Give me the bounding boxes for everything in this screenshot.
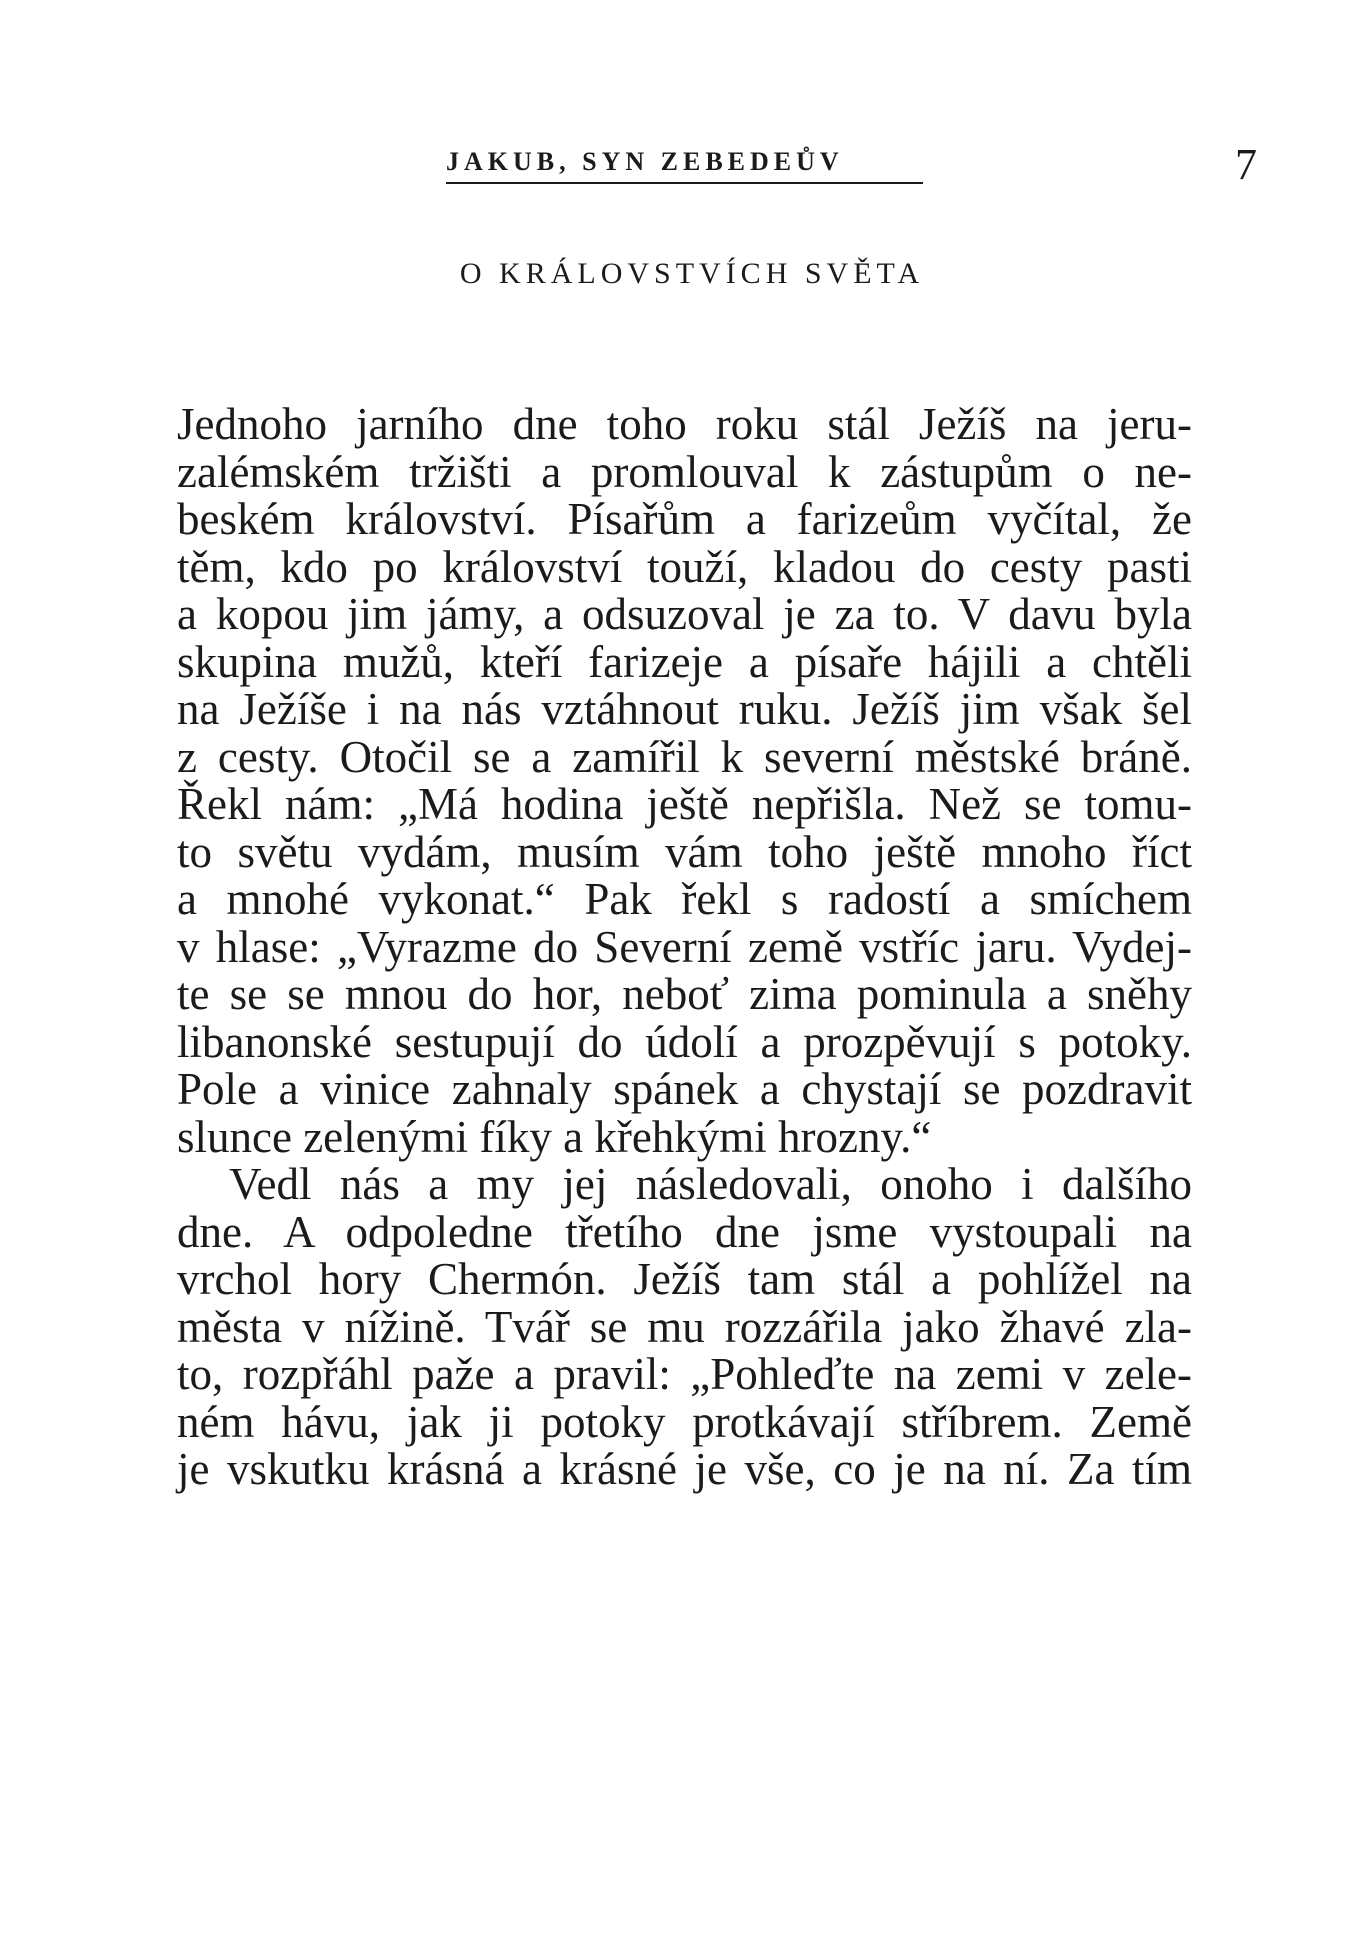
text-line: vrchol hory Chermón. Ježíš tam stál a pohlížel na bbox=[177, 1254, 1192, 1304]
text-line: Řekl nám: „Má hodina ještě nepřišla. Než se tomu- bbox=[177, 779, 1192, 829]
text-line: těm, kdo po království touží, kladou do cesty pasti bbox=[177, 541, 1192, 592]
text-line: to, rozpřáhl paže a pravil: „Pohleďte na zemi v zele- bbox=[177, 1349, 1192, 1399]
body-text bbox=[177, 401, 1192, 1494]
running-head-underline bbox=[446, 182, 923, 184]
text-line: a mnohé vykonat.“ Pak řekl s radostí a smíchem bbox=[177, 874, 1192, 924]
chapter-title: O KRÁLOVSTVÍCH SVĚTA bbox=[459, 257, 925, 290]
text-line: a kopou jim jámy, a odsuzoval je za to. V davu byla bbox=[177, 589, 1192, 639]
text-line: na Ježíše i na nás vztáhnout ruku. Ježíš jim však šel bbox=[177, 684, 1192, 734]
paragraph-first-line: Vedl nás a my jej následovali, onoho i dalšího bbox=[229, 1159, 1192, 1209]
running-head: JAKUB, SYN ZEBEDEŮV bbox=[446, 147, 844, 176]
text-line: Jednoho jarního dne toho roku stál Ježíš na jeru- bbox=[177, 399, 1192, 449]
text-line: města v nížině. Tvář se mu rozzářila jako žhavé zla- bbox=[177, 1301, 1192, 1352]
text-line: te se se mnou do hor, neboť zima pominula a sněhy bbox=[177, 969, 1192, 1019]
text-line: z cesty. Otočil se a zamířil k severní městské bráně. bbox=[177, 731, 1192, 782]
text-line: ném hávu, jak ji potoky protkávají stříbrem. Země bbox=[177, 1396, 1192, 1447]
text-line: libanonské sestupují do údolí a prozpěvují s potoky. bbox=[177, 1016, 1192, 1067]
text-line: Pole a vinice zahnaly spánek a chystají se pozdravit bbox=[177, 1064, 1192, 1114]
text-line: v hlase: „Vyrazme do Severní země vstříc jaru. Vydej- bbox=[177, 921, 1192, 972]
paragraph-last-line: slunce zelenými fíky a křehkými hrozny.“ bbox=[177, 1111, 932, 1162]
text-line: zalémském tržišti a promlouval k zástupům o ne- bbox=[177, 446, 1192, 497]
page-number: 7 bbox=[1235, 140, 1257, 189]
text-line: dne. A odpoledne třetího dne jsme vystoupali na bbox=[177, 1206, 1192, 1257]
text-line: to světu vydám, musím vám toho ještě mnoho říct bbox=[177, 826, 1192, 877]
text-line: skupina mužů, kteří farizeje a písaře hájili a chtěli bbox=[177, 636, 1192, 687]
text-line: je vskutku krásná a krásné je vše, co je na ní. Za tím bbox=[177, 1444, 1192, 1494]
text-line: beském království. Písařům a farizeům vyčítal, že bbox=[177, 494, 1192, 544]
